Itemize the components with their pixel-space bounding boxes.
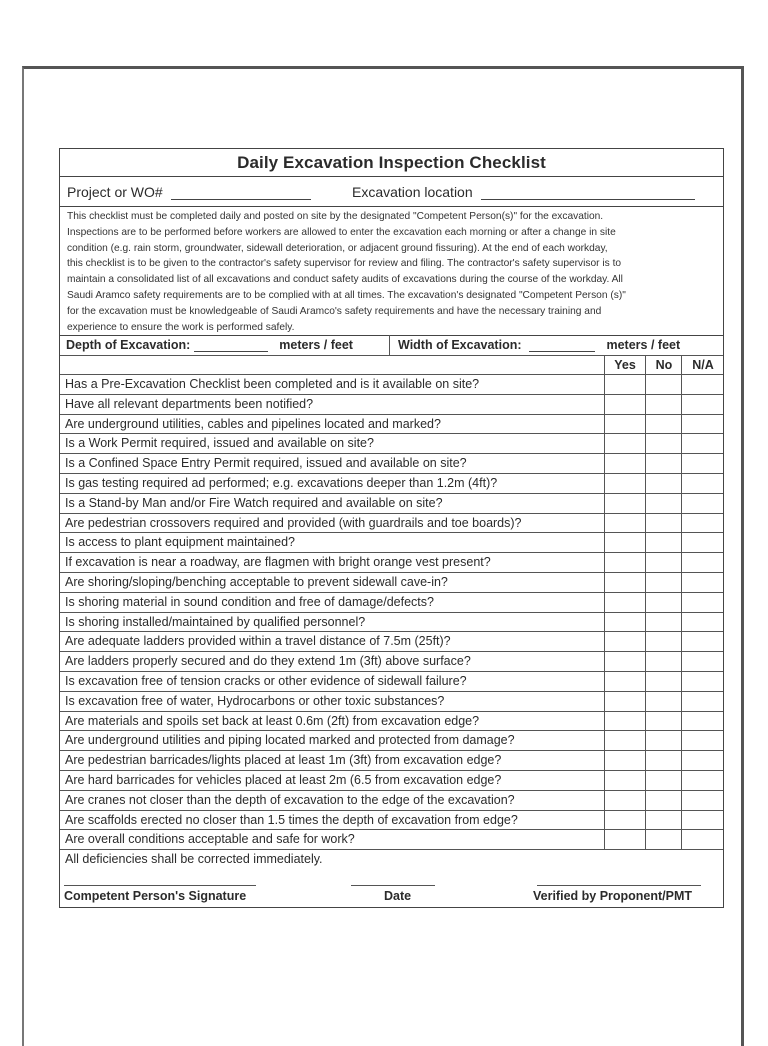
project-label: Project or WO# [67, 184, 163, 200]
question-row [60, 593, 723, 613]
question-text: Are shoring/sloping/benching acceptable to prevent sidewall cave-in? [65, 575, 448, 589]
question-text: Are scaffolds erected no closer than 1.5 times the depth of excavation from edge? [65, 812, 518, 827]
question-row [60, 613, 723, 633]
no-checkbox-cell[interactable] [645, 771, 681, 790]
question-text: Is gas testing required ad performed; e.g. excavations deeper than 1.2m (4ft)? [65, 476, 498, 490]
na-checkbox-cell[interactable] [681, 573, 723, 592]
location-label: Excavation location [352, 184, 473, 200]
yes-checkbox-cell[interactable] [604, 731, 645, 750]
width-input-line[interactable] [529, 339, 595, 352]
question-row [60, 692, 723, 712]
signature-line[interactable] [64, 885, 256, 886]
question-row [60, 791, 723, 811]
no-checkbox-cell[interactable] [645, 514, 681, 533]
no-checkbox-cell[interactable] [645, 632, 681, 651]
question-text: Is shoring installed/maintained by qualified personnel? [65, 614, 366, 629]
question-text: Is excavation free of water, Hydrocarbons or other toxic substances? [65, 693, 445, 708]
question-row [60, 632, 723, 652]
project-input-line[interactable] [171, 187, 311, 200]
no-checkbox-cell[interactable] [645, 731, 681, 750]
yes-checkbox-cell[interactable] [604, 791, 645, 810]
question-text: Is a Confined Space Entry Permit required, issued and available on site? [65, 456, 467, 471]
intro-line: This checklist must be completed daily and posted on site by the designated "Competent Person(s)" for the excavation. [67, 211, 604, 222]
intro-line: Inspections are to be performed before workers are allowed to enter the excavation each morning or after a change in site [67, 226, 616, 238]
intro-line: this checklist is to be given to the contractor's safety supervisor for review and filing. The contractor's safety supervisor is to [67, 258, 622, 270]
no-checkbox-cell[interactable] [645, 375, 681, 394]
question-text: Are underground utilities, cables and pipelines located and marked? [65, 416, 441, 431]
question-text: Are ladders properly secured and do they extend 1m (3ft) above surface? [65, 654, 471, 669]
yes-checkbox-cell[interactable] [604, 434, 645, 453]
yes-checkbox-cell[interactable] [604, 395, 645, 414]
yes-checkbox-cell[interactable] [604, 613, 645, 632]
yes-checkbox-cell[interactable] [604, 533, 645, 552]
question-text: Has a Pre-Excavation Checklist been completed and is it available on site? [65, 377, 480, 391]
intro-line: maintain a consolidated list of all excavations and conduct safety audits of excavations during the course of the workday. All [67, 274, 623, 286]
intro-line: Saudi Aramco safety requirements are to be complied with at all times. The excavation's designated "Competent Person (s)" [67, 289, 626, 301]
no-checkbox-cell[interactable] [645, 652, 681, 671]
question-text: Are materials and spoils set back at least 0.6m (2ft) from excavation edge? [65, 713, 480, 728]
no-checkbox-cell[interactable] [645, 474, 681, 493]
na-checkbox-cell[interactable] [681, 613, 723, 632]
yes-checkbox-cell[interactable] [604, 830, 645, 849]
yes-checkbox-cell[interactable] [604, 553, 645, 572]
no-checkbox-cell[interactable] [645, 494, 681, 513]
question-row [60, 573, 723, 593]
question-row [60, 712, 723, 732]
yes-checkbox-cell[interactable] [604, 415, 645, 434]
na-checkbox-cell[interactable] [681, 415, 723, 434]
na-checkbox-cell[interactable] [681, 692, 723, 711]
no-checkbox-cell[interactable] [645, 593, 681, 612]
yes-checkbox-cell[interactable] [604, 811, 645, 830]
na-checkbox-cell[interactable] [681, 731, 723, 750]
question-text: Is a Stand-by Man and/or Fire Watch required and available on site? [65, 495, 443, 510]
no-checkbox-cell[interactable] [645, 415, 681, 434]
intro-line: condition (e.g. rain storm, groundwater, sidewall deterioration, or adjacent ground fissuring). At the end of each workday, [67, 242, 608, 254]
yes-checkbox-cell[interactable] [604, 652, 645, 671]
na-checkbox-cell[interactable] [681, 632, 723, 651]
depth-label: Depth of Excavation: [66, 338, 191, 352]
question-row [60, 731, 723, 751]
yes-column-header: Yes [604, 356, 645, 374]
verified-line[interactable] [537, 885, 701, 886]
question-text: Are pedestrian crossovers required and provided (with guardrails and toe boards)? [65, 515, 522, 530]
yes-checkbox-cell[interactable] [604, 692, 645, 711]
width-field [398, 338, 680, 352]
yes-checkbox-cell[interactable] [604, 672, 645, 691]
question-row [60, 672, 723, 692]
location-field [352, 184, 695, 200]
yes-checkbox-cell[interactable] [604, 514, 645, 533]
question-row [60, 415, 723, 435]
yes-checkbox-cell[interactable] [604, 712, 645, 731]
question-text: Is access to plant equipment maintained? [65, 535, 295, 550]
question-text: Is excavation free of tension cracks or other evidence of sidewall failure? [65, 674, 467, 688]
na-checkbox-cell[interactable] [681, 553, 723, 572]
location-input-line[interactable] [481, 187, 695, 200]
na-checkbox-cell[interactable] [681, 712, 723, 731]
header-divider [60, 206, 723, 207]
na-checkbox-cell[interactable] [681, 474, 723, 493]
no-checkbox-cell[interactable] [645, 573, 681, 592]
question-row [60, 375, 723, 395]
no-checkbox-cell[interactable] [645, 692, 681, 711]
deficiencies-note: All deficiencies shall be corrected immediately. [65, 852, 323, 866]
question-row [60, 652, 723, 672]
yes-checkbox-cell[interactable] [604, 454, 645, 473]
na-checkbox-cell[interactable] [681, 395, 723, 414]
no-checkbox-cell[interactable] [645, 830, 681, 849]
no-checkbox-cell[interactable] [645, 533, 681, 552]
na-checkbox-cell[interactable] [681, 454, 723, 473]
question-text: Are pedestrian barricades/lights placed at least 1m (3ft) from excavation edge? [65, 753, 502, 768]
yes-checkbox-cell[interactable] [604, 573, 645, 592]
intro-line: experience to ensure the work is performed safely. [67, 321, 295, 333]
no-column-header: No [645, 356, 681, 374]
question-row [60, 474, 723, 494]
width-label: Width of Excavation: [398, 338, 522, 352]
na-checkbox-cell[interactable] [681, 514, 723, 533]
depth-field [66, 338, 353, 352]
question-row [60, 553, 723, 573]
question-text: Are cranes not closer than the depth of excavation to the edge of the excavation? [65, 792, 515, 807]
question-row [60, 751, 723, 771]
na-checkbox-cell[interactable] [681, 494, 723, 513]
no-checkbox-cell[interactable] [645, 613, 681, 632]
na-checkbox-cell[interactable] [681, 533, 723, 552]
column-header-row [60, 355, 723, 375]
question-text: Is a Work Permit required, issued and available on site? [65, 436, 374, 451]
intro-paragraph [67, 209, 717, 335]
na-checkbox-cell[interactable] [681, 434, 723, 453]
na-checkbox-cell[interactable] [681, 791, 723, 810]
na-column-header: N/A [681, 356, 723, 374]
question-row [60, 434, 723, 454]
question-row [60, 514, 723, 534]
intro-divider [60, 335, 723, 336]
project-field [67, 184, 311, 200]
na-checkbox-cell[interactable] [681, 811, 723, 830]
no-checkbox-cell[interactable] [645, 434, 681, 453]
question-text: Are overall conditions acceptable and safe for work? [65, 832, 355, 847]
question-text: If excavation is near a roadway, are flagmen with bright orange vest present? [65, 555, 491, 570]
na-checkbox-cell[interactable] [681, 375, 723, 394]
question-row [60, 533, 723, 553]
title-divider [60, 176, 723, 177]
question-text: Are hard barricades for vehicles placed at least 2m (6.5 from excavation edge? [65, 773, 502, 787]
question-text: Have all relevant departments been notified? [65, 396, 314, 411]
width-units: meters / feet [606, 338, 681, 352]
no-checkbox-cell[interactable] [645, 811, 681, 830]
depth-input-line[interactable] [194, 339, 268, 352]
na-checkbox-cell[interactable] [681, 751, 723, 770]
na-checkbox-cell[interactable] [681, 771, 723, 790]
na-checkbox-cell[interactable] [681, 652, 723, 671]
na-checkbox-cell[interactable] [681, 672, 723, 691]
date-line[interactable] [351, 885, 435, 886]
question-text: Are adequate ladders provided within a travel distance of 7.5m (25ft)? [65, 634, 451, 649]
yes-checkbox-cell[interactable] [604, 593, 645, 612]
verified-label: Verified by Proponent/PMT [533, 889, 693, 903]
date-label: Date [384, 889, 412, 903]
na-checkbox-cell[interactable] [681, 830, 723, 849]
yes-checkbox-cell[interactable] [604, 771, 645, 790]
signature-label: Competent Person's Signature [64, 889, 247, 903]
question-row [60, 811, 723, 831]
intro-line: for the excavation must be knowledgeable of Saudi Aramco's safety requirements and have the necessary training and [67, 305, 602, 317]
inspection-form [59, 148, 724, 908]
no-checkbox-cell[interactable] [645, 672, 681, 691]
depth-width-divider [389, 335, 390, 355]
na-checkbox-cell[interactable] [681, 593, 723, 612]
question-text: Are underground utilities and piping located marked and protected from damage? [65, 733, 515, 748]
no-checkbox-cell[interactable] [645, 791, 681, 810]
form-title: Daily Excavation Inspection Checklist [237, 153, 546, 172]
yes-checkbox-cell[interactable] [604, 474, 645, 493]
no-checkbox-cell[interactable] [645, 751, 681, 770]
question-row [60, 494, 723, 514]
question-row [60, 771, 723, 791]
no-checkbox-cell[interactable] [645, 712, 681, 731]
question-row [60, 454, 723, 474]
no-checkbox-cell[interactable] [645, 454, 681, 473]
yes-checkbox-cell[interactable] [604, 632, 645, 651]
yes-checkbox-cell[interactable] [604, 751, 645, 770]
yes-checkbox-cell[interactable] [604, 375, 645, 394]
question-row [60, 395, 723, 415]
question-row [60, 830, 723, 850]
yes-checkbox-cell[interactable] [604, 494, 645, 513]
no-checkbox-cell[interactable] [645, 553, 681, 572]
no-checkbox-cell[interactable] [645, 395, 681, 414]
question-text: Is shoring material in sound condition and free of damage/defects? [65, 594, 434, 609]
depth-units: meters / feet [279, 338, 353, 352]
